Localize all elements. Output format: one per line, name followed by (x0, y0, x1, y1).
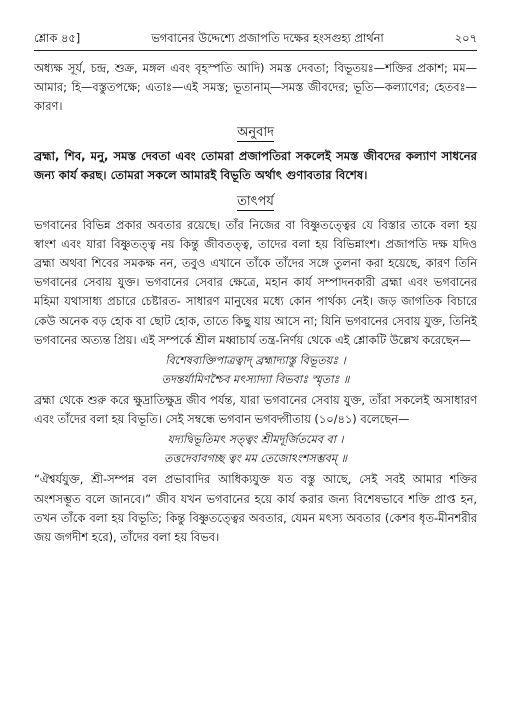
header-page-number: ২০৭ (454, 31, 477, 45)
header-chapter-title: ভগবানের উদ্দেশ্যে প্রজাপতি দক্ষের হংসগুহ্য প্রার্থনা (151, 31, 384, 45)
verse-1 (34, 352, 477, 389)
purport-paragraph-2: ব্রহ্মা থেকে শুরু করে ক্ষুদ্রাতিক্ষুদ্র জীব পর্যন্ত, যারা ভগবানের সেবায় যুক্ত, তাঁরা সকলেই অসাধারণ এবং তাঁদের বলা হয় বিভূতি। সেই সম্বন্ধে ভগবান ভগবদ্গীতায় (১০/৪১) বলেছেন— (34, 393, 477, 427)
purport-paragraph-3: “ঐশ্বর্যযুক্ত, শ্রী-সম্পন্ন বল প্রভাবাদির আধিক্যযুক্ত যত বস্তু আছে, সেই সবই আমার শক্তির অংশসম্ভূত বলে জানবে।” জীব যখন ভগবানের হয়ে কার্য করার জন্য বিশেষভাবে শক্তি প্রাপ্ত হন, তখন তাঁকে বলা হয় বিভূতি; কিন্তু বিষ্ণুতত্ত্বের অবতার, যেমন মৎস্য অবতার (কেশব ধৃত-মীনশরীর জয় জগদীশ হরে), তাঁদের বলা হয় বিভব। (34, 472, 477, 545)
translation-heading: অনুবাদ (237, 124, 274, 140)
header-verse-ref: শ্লোক ৪৫] (34, 31, 81, 45)
verse-1-line-1: বিশেষব্যক্তিপাত্রত্বাদ্ ব্রহ্মাদ্যাস্তু বিভূতয়ঃ । (165, 354, 346, 368)
purport-heading: তাৎপর্য (237, 193, 274, 209)
verse-2-line-2: তত্তদেবাবগচ্ছ ত্বং মম তেজোঽংশসম্ভবম্ ॥ (163, 451, 347, 465)
verse-1-line-2: তদন্তর্যামিণশ্চৈব মৎস্যাদ্যা বিভবাঃ স্মৃতাঃ ॥ (161, 372, 350, 386)
verse-2-line-1: যদ্যদ্বিভূতিমৎ সত্ত্বং শ্রীমদূর্জিতমেব বা । (167, 433, 344, 447)
purport-paragraph-1: ভগবানের বিভিন্ন প্রকার অবতার রয়েছে। তাঁর নিজের বা বিষ্ণুতত্ত্বের যে বিস্তার তাকে বলা হয় স্বাংশ এবং যারা বিষ্ণুতত্ত্ব নয় কিন্তু জীবতত্ত্ব, তাদের বলা হয় বিভিন্নাংশ। প্রজাপতি দক্ষ যদিও ব্রহ্মা অথবা শিবের সমকক্ষ নন, তবুও এখানে তাঁকে তাঁদের সঙ্গে তুলনা করা হয়েছে, কারণ তিনি ভগবানের সেবায় যুক্ত। ভগবানের সেবার ক্ষেত্রে, মহান কার্য সম্পাদনকারী ব্রহ্মা এবং ভগবানের মহিমা যথাসাধ্য প্রচারে চেষ্টারত- সাধারণ মানুষের মধ্যে কোন পার্থক্য নেই। জড় জাগতিক বিচারে কেউ অনেক বড় হোক বা ছোট হোক, তাতে কিছু যায় আসে না; যিনি ভগবানের সেবায় যুক্ত, তিনিই ভগবানের অত্যন্ত প্রিয়। এই সম্পর্কে শ্রীল মধ্বাচার্য তন্ত্র-নির্ণয় থেকে এই শ্লোকটি উল্লেখ করেছেন— (34, 217, 477, 347)
translation-text: ব্রহ্মা, শিব, মনু, সমস্ত দেবতা এবং তোমরা প্রজাপতিরা সকলেই সমস্ত জীবদের কল্যাণ সাধনের জন্য কার্য করছ। তোমরা সকলে আমারই বিভূতি অর্থাৎ গুণাবতার বিশেষ। (34, 148, 477, 183)
verse-2 (34, 431, 477, 468)
synonyms-paragraph: অধ্যক্ষ সূর্য, চন্দ্র, শুক্র, মঙ্গল এবং বৃহস্পতি আদি) সমস্ত দেবতা; বিভূতয়ঃ—শক্তির প্রকাশ; মম—আমার; হি—বস্তুতপক্ষে; এতাঃ—এই সমস্ত; ভূতানাম্—সমস্ত জীবদের; ভূতি—কল্যাণের; হেতবঃ—কারণ। (34, 61, 477, 114)
running-header (34, 30, 477, 51)
